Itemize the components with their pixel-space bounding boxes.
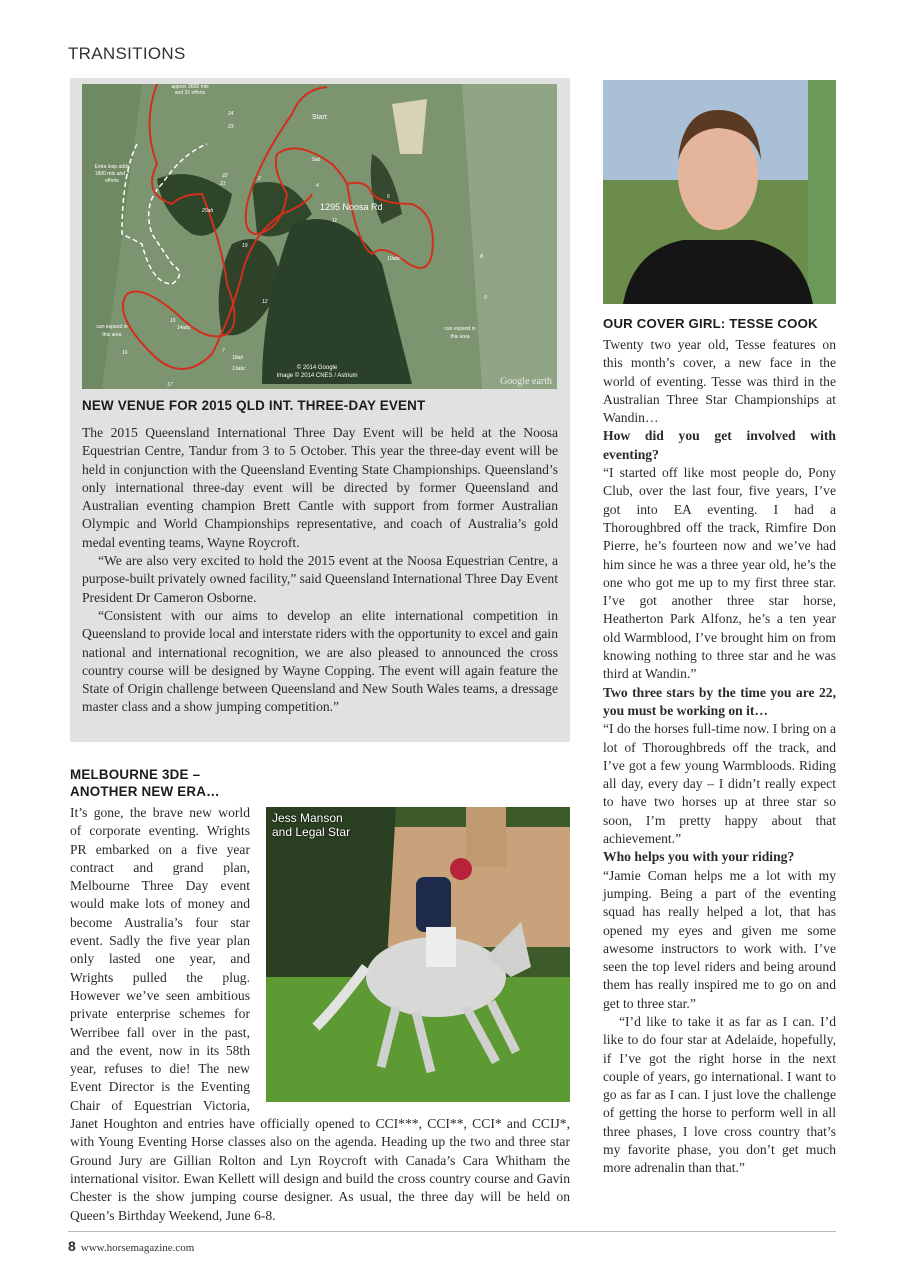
map-label-road: 1295 Noosa Rd	[320, 202, 383, 212]
melbourne-heading	[70, 766, 250, 800]
interview-question: Who helps you with your riding?	[603, 849, 795, 865]
map-label-expand-right: this area	[450, 334, 470, 340]
map-label-approx: and 32 efforts	[174, 90, 206, 96]
qld-article-box	[70, 78, 570, 742]
map-copyright: © 2014 Google	[296, 365, 338, 371]
map-label-expand-right: can expand in	[444, 326, 476, 332]
map-fence-label: 20ab	[202, 208, 214, 214]
map-label-extra-loop: Extra loop adds	[94, 164, 130, 170]
map-watermark: Google earth	[500, 376, 552, 387]
map-fence-label: 9	[484, 295, 487, 301]
melbourne-body: It’s gone, the brave new world of corporate eventing. Wrights PR embarked on a five year contract and grand plan, Melbourne Three Day event would make lots of money and become Australia’s four star event. Sadly the five year plan only lasted one year, and Wrights pulled the plug. However we’ve seen ambitious private enterprise schemes for Werribee fall over in the past, and the event, now in its 58th year, refuses to die! The new Event Director is the Eventing Chair of Equestrian Victoria, Janet Houghton and entries have officially opened to CCI***, CCI**, CCI* and CCIJ*, with Young Eventing Horse classes also on the agenda. Heading up the two and three star Ground Jury are Gillian Rolton and Lyn Roycroft with Canada’s Cara Whitham the international visitor. Ewan Kellett will design and build the cross country course and Gavin Chester is the show jumping course designer. As usual, the three day will be held on Queen’s Birthday Weekend, June 6-8.	[70, 805, 570, 1223]
map-label-expand-left: this area	[102, 332, 122, 338]
map-fence-label: 14abc	[177, 325, 191, 331]
interview-answer: “I do the horses full-time now. I bring on a lot of Thoroughbreds off the track, and I’ve got a few young Warmbloods. Riding all day, every day – I didn’t really expect to have two horses up at three star so soon, I’m pretty happy about that achievement.”	[603, 721, 836, 847]
map-fence-label: 19	[242, 243, 248, 249]
map-fence-label: 6	[387, 194, 390, 200]
interview-question: Two three stars by the time you are 22, you must be working on it…	[603, 684, 836, 718]
footer-divider	[68, 1231, 836, 1232]
map-fence-label: 15	[170, 318, 176, 324]
map-fence-label: 18ab	[232, 355, 244, 361]
map-fence-label: 17	[167, 382, 173, 388]
map-fence-label: 23	[228, 124, 234, 130]
intro-paragraph: Twenty two year old, Tesse features on this month’s cover, a new face in the world of eventing. Tesse was third in the Australian Three Star Championships at Wandin…	[603, 337, 836, 426]
footer	[68, 1238, 194, 1254]
interview-answer: “I started off like most people do, Pony Club, over the last four, five years, I’ve got into EA eventing. I had a Thoroughbred off the track, Rimfire Don Pierre, he’s fourteen now and we’ve had him since he was a three year old, he’s the one who got me up to my first three star. I’ve got another three star horse, Heatherton Park Alfonz, he’s a ten year old Warmblood, I’ve brought him on from knowing nothing to three star and he was third at Wandin.”	[603, 465, 836, 682]
map-label-extra-loop: 1800 mts and 7	[94, 171, 130, 177]
photo-caption: and Legal Star	[272, 825, 351, 839]
photo-caption: Jess Manson	[272, 811, 343, 825]
map-fence-label: 12	[262, 299, 268, 305]
melbourne-heading-line: ANOTHER NEW ERA…	[70, 784, 220, 799]
page-number: 8	[68, 1238, 76, 1254]
map-label-start: Start	[312, 114, 327, 121]
horse-rider-photo	[266, 807, 570, 1102]
tesse-cook-photo	[603, 80, 836, 304]
qld-paragraph: The 2015 Queensland International Three Day Event will be held at the Noosa Equestrian Centre, Tandur from 3 to 5 October. This year the three-day event will be held in conjunction with the Queensland Eventing State Championships. Queensland’s only international three-day event will be directed by former Queensland and Australian eventing champion Brett Cantle with support from former Australian Olympic and World Championships representative, and coach of Australia’s gold medal eventing teams, Wayne Roycroft.	[82, 425, 558, 550]
map-fence-label: 5ab	[312, 157, 321, 163]
cover-girl-heading: OUR COVER GIRL: TESSE COOK	[603, 316, 818, 331]
map-fence-label: 8	[480, 254, 483, 260]
section-tag: TRANSITIONS	[68, 44, 186, 63]
interview-question: How did you get involved with eventing?	[603, 428, 836, 462]
map-label-extra-loop: efforts	[105, 178, 119, 184]
qld-paragraph: “Consistent with our aims to develop an elite international competition in Queensland to provide local and interstate riders with the opportunity to excel and gain national and international recognition, we are also pleased to announced the cross country course will be designed by Wayne Copping. The event will again feature the State of Origin challenge between Queensland and New South Wales teams, a dressage master class and a show jumping competition.”	[82, 607, 558, 715]
cover-girl-body	[603, 336, 836, 1178]
interview-answer: “I’d like to take it as far as I can. I’d like to do four star at Adelaide, hopefully, if I’ve got the right horse in the next couple of years, go international. I want to go as far as I can. I just love the challenge of getting the horse to perform well in all three phases, I love cross country that’s my favorite phase, you don’t get much more adrenalin than that.”	[603, 1013, 836, 1176]
course-map-image	[82, 84, 557, 389]
qld-paragraph: “We are also very excited to hold the 2015 event at the Noosa Equestrian Centre, a purpose-built privately owned facility,” said Queensland International Three Day Event President Dr Cameron Osborne.	[82, 553, 558, 605]
melbourne-article	[70, 766, 570, 1225]
map-fence-label: 13abc	[232, 366, 246, 372]
map-fence-label: 16	[122, 350, 128, 356]
map-fence-label: 22	[222, 173, 228, 179]
map-fence-label: 10abc	[387, 256, 401, 262]
footer-url[interactable]: www.horsemagazine.com	[80, 1242, 195, 1254]
qld-body	[82, 424, 558, 717]
map-fence-label: 4	[316, 183, 319, 189]
map-fence-label: 7	[222, 348, 225, 354]
map-fence-label: 11	[332, 218, 338, 224]
map-fence-label: 24	[228, 111, 234, 117]
map-fence-label: 21	[220, 181, 226, 187]
map-label-expand-left: can expand in	[96, 324, 128, 330]
map-copyright: Image © 2014 CNES / Astrium	[276, 373, 358, 379]
cover-girl-article	[603, 80, 836, 1178]
interview-answer: “Jamie Coman helps me a lot with my jumping. Being a part of the eventing squad has really helped a lot, that has opened my eyes and given me some awesome instructors to work with. I’ve seen the top level riders and being around them has really inspired me to go on and get to three star.”	[603, 867, 836, 1011]
qld-heading: NEW VENUE FOR 2015 QLD INT. THREE-DAY EVENT	[82, 398, 426, 413]
map-fence-label: 2	[258, 176, 261, 182]
map-label-approx: approx 3600 mts	[171, 84, 209, 90]
melbourne-heading-line: MELBOURNE 3DE –	[70, 767, 201, 782]
